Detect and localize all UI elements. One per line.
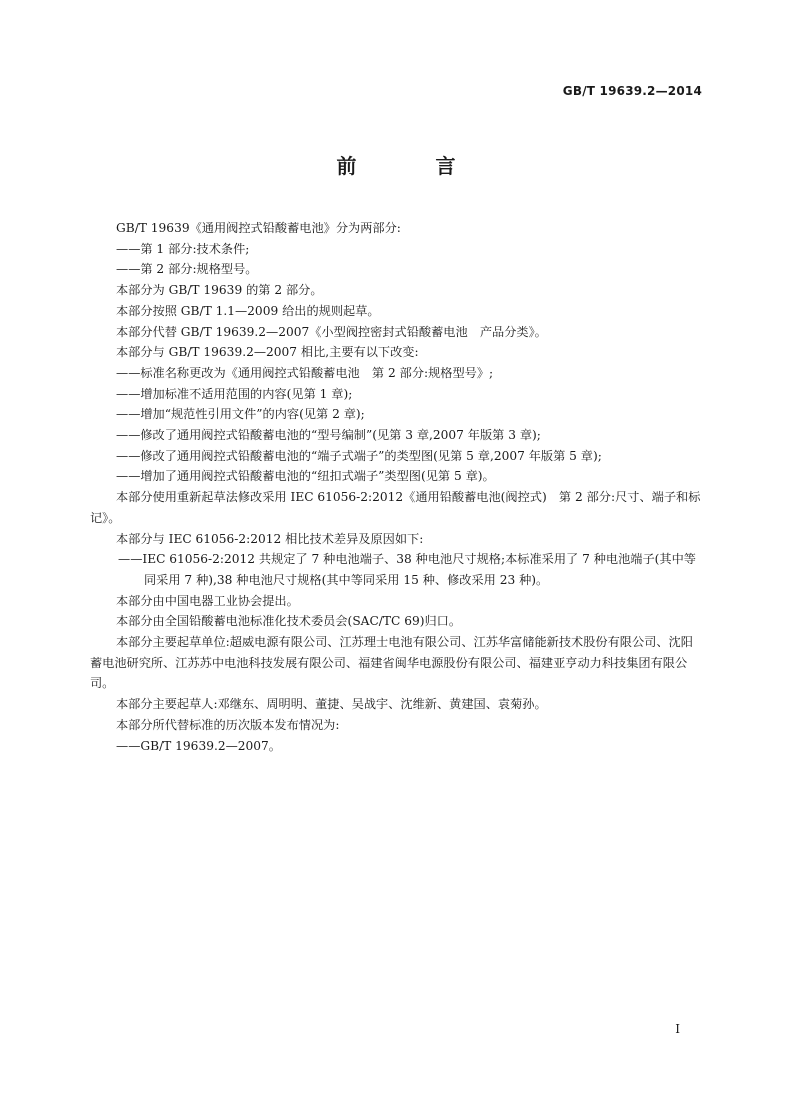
list-item: ——标准名称更改为《通用阀控式铅酸蓄电池 第 2 部分:规格型号》; [116,365,494,380]
page-number: I [675,1022,680,1036]
paragraph: 本部分由中国电器工业协会提出。 [116,593,299,608]
foreword-body [90,218,704,756]
paragraph: 本部分为 GB/T 19639 的第 2 部分。 [116,283,323,298]
list-item: ——增加标准不适用范围的内容(见第 1 章); [116,386,353,401]
list-item: ——增加“规范性引用文件”的内容(见第 2 章); [116,407,365,422]
list-item: ——修改了通用阀控式铅酸蓄电池的“端子式端子”的类型图(见第 5 章,2007 年版第 5 章); [116,448,602,463]
paragraph: 本部分主要起草人:邓继东、周明明、董捷、吴战宇、沈维新、黄建国、袁菊孙。 [116,697,547,712]
paragraph: 本部分与 GB/T 19639.2—2007 相比,主要有以下改变: [116,345,419,360]
list-item: ——增加了通用阀控式铅酸蓄电池的“纽扣式端子”类型图(见第 5 章)。 [116,469,495,484]
standard-code-header: GB/T 19639.2—2014 [562,84,702,98]
paragraph: 本部分与 IEC 61056-2:2012 相比技术差异及原因如下: [116,531,424,546]
paragraph: 本部分所代替标准的历次版本发布情况为: [116,717,340,732]
list-item: ——第 2 部分:规格型号。 [116,262,258,277]
paragraph: GB/T 19639《通用阀控式铅酸蓄电池》分为两部分: [116,221,401,235]
page-title: 前 言 [336,154,492,178]
list-item: ——修改了通用阀控式铅酸蓄电池的“型号编制”(见第 3 章,2007 年版第 3 章); [116,428,541,443]
paragraph: 本部分由全国铅酸蓄电池标准化技术委员会(SAC/TC 69)归口。 [116,614,462,629]
paragraph: 本部分使用重新起草法修改采用 IEC 61056-2:2012《通用铅酸蓄电池(阀控式) 第 2 部分:尺寸、端子和标记》。 [90,490,701,525]
list-item: ——IEC 61056-2:2012 共规定了 7 种电池端子、38 种电池尺寸规格;本标准采用了 7 种电池端子(其中等同采用 7 种),38 种电池尺寸规格(其中等同采用 15 种、修改采用 23 种)。 [118,552,696,587]
paragraph: 本部分按照 GB/T 1.1—2009 给出的规则起草。 [116,303,380,318]
list-item: ——第 1 部分:技术条件; [116,241,250,256]
paragraph: 本部分主要起草单位:超威电源有限公司、江苏理士电池有限公司、江苏华富储能新技术股份有限公司、沈阳蓄电池研究所、江苏苏中电池科技发展有限公司、福建省闽华电源股份有限公司、福建亚亨动力科技集团有限公司。 [90,635,693,691]
paragraph: 本部分代替 GB/T 19639.2—2007《小型阀控密封式铅酸蓄电池 产品分类》。 [116,324,547,339]
list-item: ——GB/T 19639.2—2007。 [116,738,281,753]
